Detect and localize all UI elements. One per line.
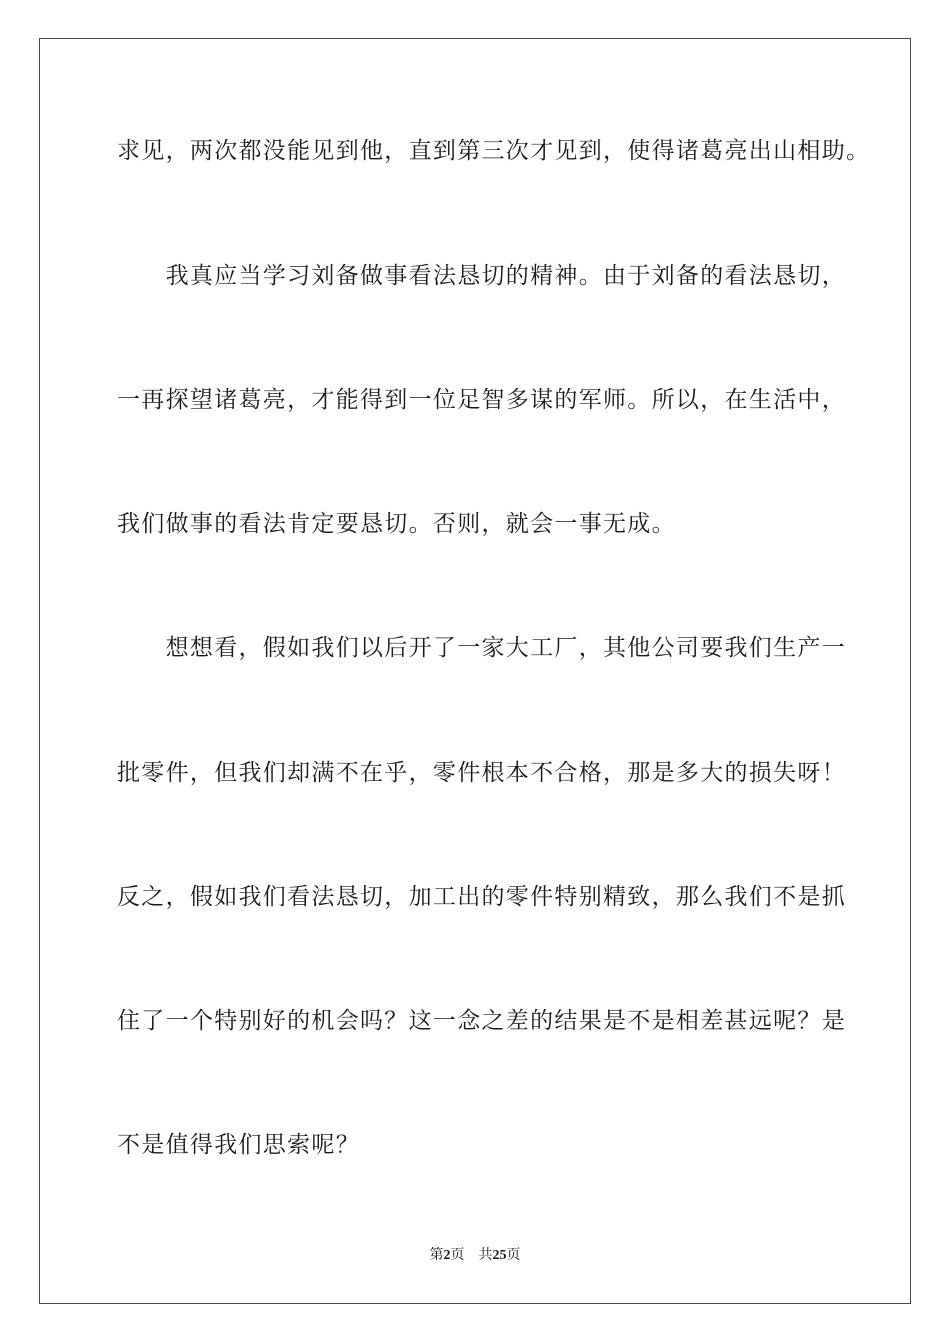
text-line-5: 想想看，假如我们以后开了一家大工厂，其他公司要我们生产一: [117, 635, 846, 661]
text-line-7: 反之，假如我们看法恳切，加工出的零件特别精致，那么我们不是抓: [117, 884, 846, 910]
page-prefix: 第: [429, 1247, 444, 1263]
total-indicator: [479, 1247, 521, 1263]
text-line-4: 我们做事的看法肯定要恳切。否则，就会一事无成。: [117, 511, 676, 537]
total-prefix: 共: [478, 1247, 493, 1263]
text-line-9: 不是值得我们思索呢？: [117, 1132, 360, 1158]
text-line-8: 住了一个特别好的机会吗？这一念之差的结果是不是相差甚远呢？是: [117, 1008, 846, 1034]
text-line-3: 一再探望诸葛亮，才能得到一位足智多谋的军师。所以，在生活中，: [117, 387, 846, 413]
total-pages: 25: [492, 1248, 507, 1263]
text-line-1: 求见，两次都没能见到他，直到第三次才见到，使得诸葛亮出山相助。: [117, 138, 871, 164]
page-indicator: [430, 1247, 465, 1263]
text-line-2: 我真应当学习刘备做事看法恳切的精神。由于刘备的看法恳切，: [117, 263, 846, 289]
page-suffix: 页: [450, 1247, 465, 1263]
page-border: [39, 38, 911, 1304]
text-line-6: 批零件，但我们却满不在乎，零件根本不合格，那是多大的损失呀！: [117, 760, 846, 786]
page-number: 2: [443, 1248, 451, 1263]
total-suffix: 页: [506, 1247, 521, 1263]
page-footer: [0, 1246, 950, 1265]
